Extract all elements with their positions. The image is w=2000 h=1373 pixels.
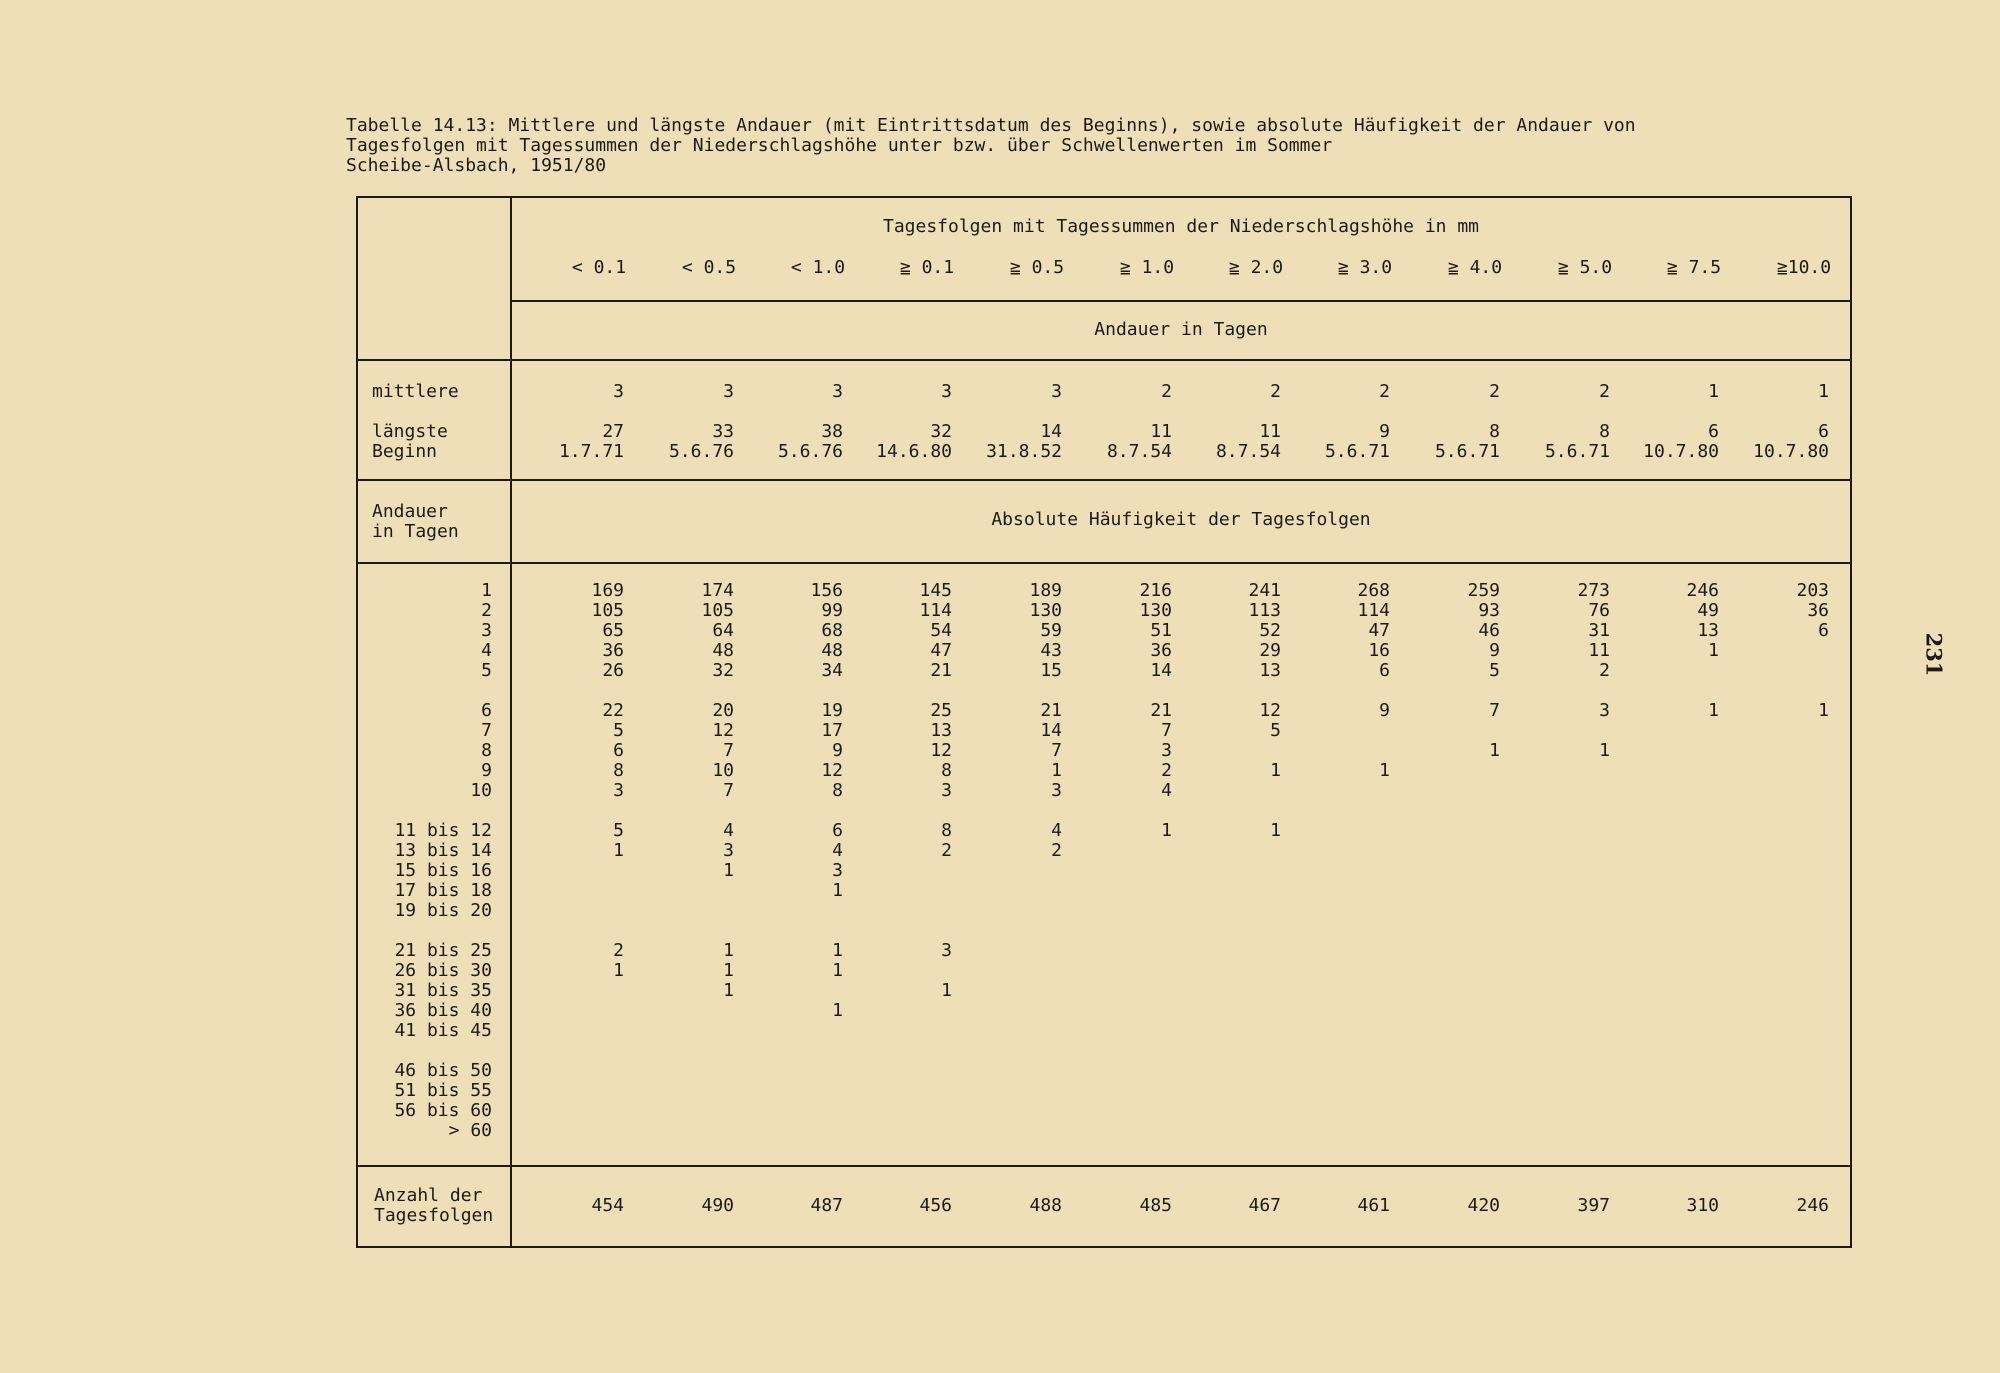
- table-cell: 1: [832, 1000, 843, 1021]
- threshold-header: ≧ 0.1: [899, 257, 955, 278]
- table-cell: 6: [832, 820, 843, 841]
- table-cell: 1: [1818, 700, 1829, 721]
- table-cell: 54: [930, 620, 952, 641]
- anzahl-value: 467: [1248, 1195, 1281, 1216]
- table-cell: 5: [1489, 660, 1500, 681]
- mittlere-value: 3: [1051, 381, 1062, 402]
- threshold-header: ≧ 5.0: [1557, 257, 1613, 278]
- table-cell: 47: [930, 640, 952, 661]
- caption-line-1: Tabelle 14.13: Mittlere und längste Andauer (mit Eintrittsdatum des Beginns), sowie absolute Häufigkeit der Andauer von: [346, 115, 1636, 136]
- beginn-value: 10.7.80: [1643, 441, 1719, 462]
- table-bottom-border: [356, 1246, 1852, 1248]
- table-cell: 26: [602, 660, 624, 681]
- anzahl-value: 490: [701, 1195, 734, 1216]
- table-cell: 130: [1139, 600, 1172, 621]
- andauer-label-line2: in Tagen: [372, 521, 459, 542]
- table-cell: 5: [613, 820, 624, 841]
- row-label: 56 bis 60: [394, 1100, 492, 1121]
- table-cell: 174: [701, 580, 734, 601]
- anzahl-label-line1: Anzahl der: [374, 1185, 483, 1206]
- table-cell: 1: [1379, 760, 1390, 781]
- table-cell: 11: [1588, 640, 1610, 661]
- table-cell: 8: [941, 820, 952, 841]
- table-cell: 4: [723, 820, 734, 841]
- table-cell: 76: [1588, 600, 1610, 621]
- table-cell: 3: [613, 780, 624, 801]
- laengste-value: 27: [602, 421, 624, 442]
- table-cell: 12: [821, 760, 843, 781]
- mittlere-value: 1: [1818, 381, 1829, 402]
- threshold-header: ≧10.0: [1776, 257, 1832, 278]
- caption-line-2: Tagesfolgen mit Tagessummen der Niederschlagshöhe unter bzw. über Schwellenwerten im Sommer: [346, 135, 1333, 156]
- table-cell: 1: [1708, 640, 1719, 661]
- table-cell: 1: [1161, 820, 1172, 841]
- beginn-value: 5.6.76: [668, 441, 734, 462]
- row-label: 2: [481, 600, 492, 621]
- table-cell: 246: [1686, 580, 1719, 601]
- table-cell: 1: [723, 860, 734, 881]
- table-cell: 1: [1270, 760, 1281, 781]
- anzahl-value: 488: [1029, 1195, 1062, 1216]
- andauer-label-line1: Andauer: [372, 501, 448, 522]
- table-cell: 6: [1379, 660, 1390, 681]
- table-cell: 13: [930, 720, 952, 741]
- table-cell: 4: [1161, 780, 1172, 801]
- row-label: 15 bis 16: [394, 860, 492, 881]
- table-cell: 114: [1357, 600, 1390, 621]
- anzahl-value: 454: [591, 1195, 624, 1216]
- table-cell: 105: [701, 600, 734, 621]
- row-label: 13 bis 14: [394, 840, 492, 861]
- table-cell: 43: [1040, 640, 1062, 661]
- mittlere-value: 2: [1379, 381, 1390, 402]
- table-cell: 4: [832, 840, 843, 861]
- beginn-value: 8.7.54: [1215, 441, 1281, 462]
- laengste-value: 8: [1599, 421, 1610, 442]
- laengste-value: 9: [1379, 421, 1390, 442]
- table-cell: 1: [723, 940, 734, 961]
- table-cell: 12: [930, 740, 952, 761]
- table-cell: 3: [941, 780, 952, 801]
- row-label: > 60: [448, 1120, 492, 1141]
- beginn-value: 10.7.80: [1753, 441, 1829, 462]
- table-cell: 9: [1489, 640, 1500, 661]
- row-label: 9: [481, 760, 492, 781]
- mittlere-value: 1: [1708, 381, 1719, 402]
- page-number: 231: [1921, 632, 1947, 677]
- beginn-value: 5.6.71: [1544, 441, 1610, 462]
- table-cell: 1: [613, 960, 624, 981]
- row-label: 10: [470, 780, 492, 801]
- thresholds-separator: [510, 300, 1852, 302]
- table-cell: 52: [1259, 620, 1281, 641]
- table-cell: 65: [602, 620, 624, 641]
- anzahl-value: 420: [1467, 1195, 1500, 1216]
- table-cell: 216: [1139, 580, 1172, 601]
- table-cell: 34: [821, 660, 843, 681]
- beginn-value: 5.6.71: [1324, 441, 1390, 462]
- table-cell: 3: [832, 860, 843, 881]
- mittlere-label: mittlere: [372, 381, 459, 402]
- table-cell: 20: [712, 700, 734, 721]
- data-table: [356, 196, 1852, 1248]
- laengste-value: 6: [1818, 421, 1829, 442]
- laengste-label: längste: [372, 421, 448, 442]
- laengste-value: 32: [930, 421, 952, 442]
- table-cell: 7: [723, 780, 734, 801]
- row-label: 36 bis 40: [394, 1000, 492, 1021]
- table-cell: 17: [821, 720, 843, 741]
- table-cell: 16: [1368, 640, 1390, 661]
- table-cell: 145: [919, 580, 952, 601]
- table-cell: 8: [832, 780, 843, 801]
- table-cell: 36: [602, 640, 624, 661]
- table-cell: 1: [723, 960, 734, 981]
- table-cell: 2: [1599, 660, 1610, 681]
- table-cell: 1: [832, 960, 843, 981]
- table-cell: 13: [1259, 660, 1281, 681]
- table-cell: 2: [1051, 840, 1062, 861]
- threshold-header: ≧ 3.0: [1337, 257, 1393, 278]
- row-label: 41 bis 45: [394, 1020, 492, 1041]
- table-cell: 12: [712, 720, 734, 741]
- table-cell: 1: [1599, 740, 1610, 761]
- mittlere-value: 2: [1270, 381, 1281, 402]
- row-label: 31 bis 35: [394, 980, 492, 1001]
- table-cell: 2: [1161, 760, 1172, 781]
- table-cell: 7: [1161, 720, 1172, 741]
- anzahl-label-line2: Tagesfolgen: [374, 1205, 494, 1226]
- table-cell: 6: [1818, 620, 1829, 641]
- table-cell: 31: [1588, 620, 1610, 641]
- beginn-value: 5.6.71: [1434, 441, 1500, 462]
- table-cell: 59: [1040, 620, 1062, 641]
- group-header: Tagesfolgen mit Tagessummen der Niederschlagshöhe in mm: [882, 216, 1480, 237]
- threshold-header: ≧ 7.5: [1666, 257, 1722, 278]
- table-cell: 113: [1248, 600, 1281, 621]
- laengste-value: 11: [1150, 421, 1172, 442]
- mittlere-value: 2: [1599, 381, 1610, 402]
- totals-separator: [356, 1165, 1852, 1167]
- table-cell: 6: [613, 740, 624, 761]
- row-label: 26 bis 30: [394, 960, 492, 981]
- table-cell: 19: [821, 700, 843, 721]
- table-cell: 273: [1577, 580, 1610, 601]
- table-cell: 15: [1040, 660, 1062, 681]
- threshold-header: < 1.0: [790, 257, 846, 278]
- mittlere-value: 3: [832, 381, 843, 402]
- table-cell: 1: [613, 840, 624, 861]
- table-cell: 9: [1379, 700, 1390, 721]
- beginn-value: 31.8.52: [986, 441, 1062, 462]
- anzahl-value: 246: [1796, 1195, 1829, 1216]
- table-cell: 47: [1368, 620, 1390, 641]
- threshold-header: ≧ 1.0: [1119, 257, 1175, 278]
- table-cell: 36: [1807, 600, 1829, 621]
- beginn-value: 5.6.76: [777, 441, 843, 462]
- row-label: 17 bis 18: [394, 880, 492, 901]
- table-cell: 14: [1150, 660, 1172, 681]
- table-cell: 203: [1796, 580, 1829, 601]
- table-cell: 48: [821, 640, 843, 661]
- table-cell: 64: [712, 620, 734, 641]
- table-cell: 7: [723, 740, 734, 761]
- row-label: 21 bis 25: [394, 940, 492, 961]
- row-label: 6: [481, 700, 492, 721]
- table-cell: 2: [941, 840, 952, 861]
- row-label: 1: [481, 580, 492, 601]
- table-cell: 268: [1357, 580, 1390, 601]
- beginn-value: 1.7.71: [558, 441, 624, 462]
- laengste-value: 11: [1259, 421, 1281, 442]
- table-cell: 93: [1478, 600, 1500, 621]
- anzahl-value: 456: [919, 1195, 952, 1216]
- row-label: 19 bis 20: [394, 900, 492, 921]
- table-cell: 48: [712, 640, 734, 661]
- table-cell: 13: [1697, 620, 1719, 641]
- table-caption: [346, 116, 1636, 176]
- table-cell: 22: [602, 700, 624, 721]
- row-label: 4: [481, 640, 492, 661]
- table-cell: 21: [1150, 700, 1172, 721]
- table-cell: 49: [1697, 600, 1719, 621]
- table-cell: 8: [613, 760, 624, 781]
- table-cell: 3: [1599, 700, 1610, 721]
- table-cell: 3: [723, 840, 734, 861]
- row-label: 51 bis 55: [394, 1080, 492, 1101]
- table-cell: 36: [1150, 640, 1172, 661]
- beginn-value: 8.7.54: [1106, 441, 1172, 462]
- table-cell: 7: [1051, 740, 1062, 761]
- laengste-value: 14: [1040, 421, 1062, 442]
- mittlere-value: 3: [723, 381, 734, 402]
- table-cell: 4: [1051, 820, 1062, 841]
- table-cell: 8: [941, 760, 952, 781]
- abs-header-separator: [356, 562, 1852, 564]
- beginn-value: 14.6.80: [876, 441, 952, 462]
- table-cell: 21: [1040, 700, 1062, 721]
- row-label: 8: [481, 740, 492, 761]
- table-cell: 3: [1161, 740, 1172, 761]
- table-cell: 189: [1029, 580, 1062, 601]
- table-cell: 259: [1467, 580, 1500, 601]
- table-cell: 1: [723, 980, 734, 1001]
- beginn-label: Beginn: [372, 441, 438, 462]
- table-cell: 1: [832, 940, 843, 961]
- table-cell: 5: [613, 720, 624, 741]
- mittlere-value: 2: [1161, 381, 1172, 402]
- abs-header: Absolute Häufigkeit der Tagesfolgen: [991, 509, 1371, 530]
- row-label: 7: [481, 720, 492, 741]
- mittlere-value: 3: [613, 381, 624, 402]
- stats-separator: [356, 479, 1852, 481]
- anzahl-value: 310: [1686, 1195, 1719, 1216]
- table-cell: 1: [941, 980, 952, 1001]
- row-label: 5: [481, 660, 492, 681]
- row-label: 3: [481, 620, 492, 641]
- table-cell: 3: [1051, 780, 1062, 801]
- table-cell: 1: [1051, 760, 1062, 781]
- table-right-border: [1850, 196, 1852, 1248]
- table-cell: 21: [930, 660, 952, 681]
- anzahl-value: 397: [1577, 1195, 1610, 1216]
- table-cell: 3: [941, 940, 952, 961]
- table-cell: 114: [919, 600, 952, 621]
- caption-line-3: Scheibe-Alsbach, 1951/80: [346, 155, 607, 176]
- table-cell: 9: [832, 740, 843, 761]
- threshold-header: ≧ 2.0: [1228, 257, 1284, 278]
- table-cell: 1: [1270, 820, 1281, 841]
- table-top-border: [356, 196, 1852, 198]
- table-cell: 10: [712, 760, 734, 781]
- laengste-value: 8: [1489, 421, 1500, 442]
- table-cell: 2: [613, 940, 624, 961]
- table-cell: 1: [1708, 700, 1719, 721]
- table-cell: 32: [712, 660, 734, 681]
- mittlere-value: 2: [1489, 381, 1500, 402]
- table-cell: 99: [821, 600, 843, 621]
- table-cell: 105: [591, 600, 624, 621]
- table-cell: 169: [591, 580, 624, 601]
- table-cell: 25: [930, 700, 952, 721]
- table-cell: 241: [1248, 580, 1281, 601]
- anzahl-value: 461: [1357, 1195, 1390, 1216]
- table-cell: 14: [1040, 720, 1062, 741]
- table-cell: 156: [810, 580, 843, 601]
- table-cell: 51: [1150, 620, 1172, 641]
- mittlere-value: 3: [941, 381, 952, 402]
- row-label: 46 bis 50: [394, 1060, 492, 1081]
- table-cell: 1: [1489, 740, 1500, 761]
- threshold-header: ≧ 0.5: [1009, 257, 1065, 278]
- laengste-value: 38: [821, 421, 843, 442]
- header-separator: [356, 359, 1852, 361]
- threshold-header: < 0.5: [681, 257, 737, 278]
- table-cell: 12: [1259, 700, 1281, 721]
- threshold-header: ≧ 4.0: [1447, 257, 1503, 278]
- table-cell: 29: [1259, 640, 1281, 661]
- table-cell: 5: [1270, 720, 1281, 741]
- laengste-value: 33: [712, 421, 734, 442]
- label-column-divider: [510, 196, 512, 1248]
- anzahl-value: 487: [810, 1195, 843, 1216]
- table-cell: 46: [1478, 620, 1500, 641]
- table-cell: 7: [1489, 700, 1500, 721]
- table-cell: 1: [832, 880, 843, 901]
- table-cell: 68: [821, 620, 843, 641]
- threshold-header: < 0.1: [571, 257, 627, 278]
- anzahl-value: 485: [1139, 1195, 1172, 1216]
- table-cell: 130: [1029, 600, 1062, 621]
- andauer-header: Andauer in Tagen: [1094, 319, 1268, 340]
- table-left-border: [356, 196, 358, 1248]
- row-label: 11 bis 12: [394, 820, 492, 841]
- laengste-value: 6: [1708, 421, 1719, 442]
